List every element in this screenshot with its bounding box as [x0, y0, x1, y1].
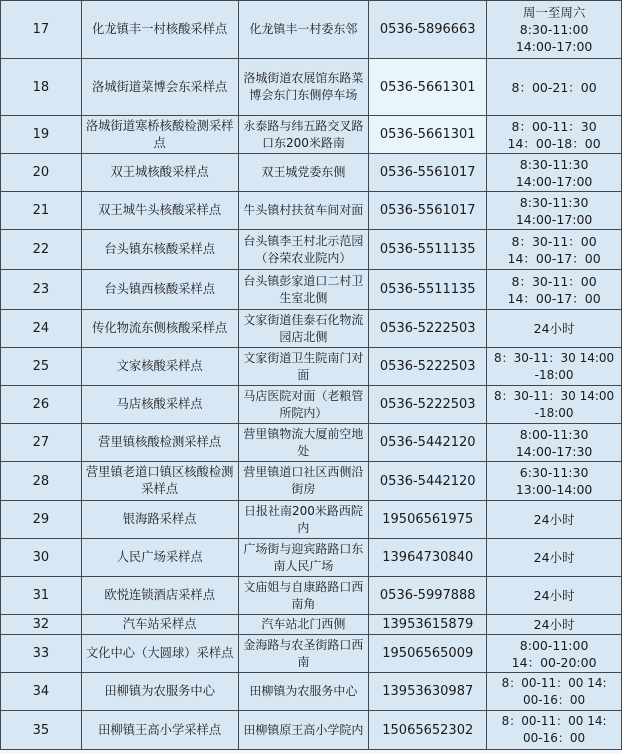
row-number: 21	[1, 192, 82, 230]
site-name: 文家核酸采样点	[81, 348, 238, 386]
site-address: 文庙姐与自康路路口西南角	[238, 577, 369, 615]
site-name: 营里镇老道口镇区核酸检测采样点	[81, 462, 238, 501]
site-hours: 8:00-11:00 14：00-20:00	[487, 635, 622, 673]
site-hours: 8：00-21：00	[487, 59, 622, 116]
site-name: 汽车站采样点	[81, 615, 238, 635]
site-hours: 8：00-11：30 14：00-18：00	[487, 116, 622, 154]
site-phone: 0536-5661301	[369, 59, 487, 116]
row-number: 34	[1, 673, 82, 711]
row-number: 24	[1, 310, 82, 348]
site-address: 文家街道佳泰石化物流园店北侧	[238, 310, 369, 348]
row-number: 23	[1, 270, 82, 310]
site-address: 营里镇道口社区西侧沿街房	[238, 462, 369, 501]
table-row	[1, 462, 622, 501]
row-number: 25	[1, 348, 82, 386]
table-row	[1, 615, 622, 635]
site-name: 人民广场采样点	[81, 539, 238, 577]
site-name: 田柳镇王高小学采样点	[81, 711, 238, 750]
row-number: 28	[1, 462, 82, 501]
table-row	[1, 577, 622, 615]
site-address: 台头镇李王村北示范园（谷荣农业院内）	[238, 230, 369, 270]
table-row	[1, 1, 622, 59]
site-hours: 8:30-11:30 14:00-17:00	[487, 154, 622, 192]
site-address: 营里镇物流大厦前空地处	[238, 424, 369, 462]
site-phone: 0536-5222503	[369, 386, 487, 424]
site-name: 传化物流东侧核酸采样点	[81, 310, 238, 348]
site-name: 银海路采样点	[81, 501, 238, 539]
site-address: 田柳镇原王高小学院内	[238, 711, 369, 750]
site-address: 台头镇彭家道口二村卫生室北侧	[238, 270, 369, 310]
table-row	[1, 230, 622, 270]
site-phone: 13964730840	[369, 539, 487, 577]
site-hours: 24小时	[487, 310, 622, 348]
site-hours: 8：00-11：00 14: 00-16：00	[487, 711, 622, 750]
site-address: 化龙镇丰一村委东邻	[238, 1, 369, 59]
site-hours: 8:00-11:30 14:00-17:30	[487, 424, 622, 462]
site-hours: 8：30-11：30 14:00 -18:00	[487, 386, 622, 424]
site-phone: 0536-5222503	[369, 310, 487, 348]
row-number: 22	[1, 230, 82, 270]
table-body	[1, 1, 622, 750]
site-phone: 15065652302	[369, 711, 487, 750]
site-hours: 6:30-11:30 13:00-14:00	[487, 462, 622, 501]
site-phone: 19506561975	[369, 501, 487, 539]
row-number: 17	[1, 1, 82, 59]
table-row	[1, 635, 622, 673]
row-number: 20	[1, 154, 82, 192]
site-hours: 8：30-11：00 14：00-17：00	[487, 270, 622, 310]
site-hours: 24小时	[487, 539, 622, 577]
site-hours: 8：30-11：00 14：00-17：00	[487, 230, 622, 270]
table-row	[1, 192, 622, 230]
site-phone: 19506565009	[369, 635, 487, 673]
table-row	[1, 424, 622, 462]
site-address: 洛城街道农展馆东路菜博会东门东侧停车场	[238, 59, 369, 116]
site-hours: 8:30-11:30 14:00-17:00	[487, 192, 622, 230]
site-address: 日报社南200米路西院内	[238, 501, 369, 539]
site-address: 金海路与农圣街路口西南	[238, 635, 369, 673]
table-row	[1, 386, 622, 424]
site-address: 田柳镇为农服务中心	[238, 673, 369, 711]
table-row	[1, 673, 622, 711]
table-row	[1, 539, 622, 577]
site-phone: 0536-5997888	[369, 577, 487, 615]
table-row	[1, 154, 622, 192]
table-row	[1, 270, 622, 310]
site-name: 田柳镇为农服务中心	[81, 673, 238, 711]
site-name: 洛城街道菜博会东采样点	[81, 59, 238, 116]
site-phone: 0536-5511135	[369, 230, 487, 270]
site-address: 牛头镇村扶贫车间对面	[238, 192, 369, 230]
site-hours: 8：30-11：30 14:00 -18:00	[487, 348, 622, 386]
site-address: 广场街与迎宾路路口东南人民广场	[238, 539, 369, 577]
site-name: 洛城街道寒桥核酸检测采样点	[81, 116, 238, 154]
row-number: 35	[1, 711, 82, 750]
site-hours: 24小时	[487, 501, 622, 539]
site-name: 文化中心（大圆球）采样点	[81, 635, 238, 673]
row-number: 32	[1, 615, 82, 635]
site-phone: 0536-5511135	[369, 270, 487, 310]
site-phone: 13953630987	[369, 673, 487, 711]
table-row	[1, 711, 622, 750]
site-address: 永泰路与纬五路交叉路口东200米路南	[238, 116, 369, 154]
row-number: 19	[1, 116, 82, 154]
site-name: 台头镇东核酸采样点	[81, 230, 238, 270]
site-name: 双王城牛头核酸采样点	[81, 192, 238, 230]
site-phone: 0536-5442120	[369, 462, 487, 501]
table-row	[1, 116, 622, 154]
site-hours: 周一至周六 8:30-11:00 14:00-17:00	[487, 1, 622, 59]
site-address: 汽车站北门西侧	[238, 615, 369, 635]
site-name: 化龙镇丰一村核酸采样点	[81, 1, 238, 59]
row-number: 29	[1, 501, 82, 539]
site-phone: 13953615879	[369, 615, 487, 635]
site-name: 营里镇核酸检测采样点	[81, 424, 238, 462]
site-phone: 0536-5561017	[369, 192, 487, 230]
site-name: 马店核酸采样点	[81, 386, 238, 424]
row-number: 30	[1, 539, 82, 577]
site-phone: 0536-5561017	[369, 154, 487, 192]
table-row	[1, 310, 622, 348]
table-row	[1, 59, 622, 116]
row-number: 18	[1, 59, 82, 116]
site-address: 文家街道卫生院南门对面	[238, 348, 369, 386]
site-hours: 8：00-11：00 14: 00-16：00	[487, 673, 622, 711]
table-row	[1, 501, 622, 539]
site-phone: 0536-5442120	[369, 424, 487, 462]
site-name: 欧悦连锁酒店采样点	[81, 577, 238, 615]
site-hours: 24小时	[487, 615, 622, 635]
site-name: 双王城核酸采样点	[81, 154, 238, 192]
row-number: 33	[1, 635, 82, 673]
row-number: 31	[1, 577, 82, 615]
site-phone: 0536-5661301	[369, 116, 487, 154]
row-number: 26	[1, 386, 82, 424]
row-number: 27	[1, 424, 82, 462]
site-hours: 24小时	[487, 577, 622, 615]
site-name: 台头镇西核酸采样点	[81, 270, 238, 310]
site-address: 马店医院对面（老粮管所院内）	[238, 386, 369, 424]
table-row	[1, 348, 622, 386]
site-phone: 0536-5896663	[369, 1, 487, 59]
site-phone: 0536-5222503	[369, 348, 487, 386]
site-address: 双王城党委东侧	[238, 154, 369, 192]
